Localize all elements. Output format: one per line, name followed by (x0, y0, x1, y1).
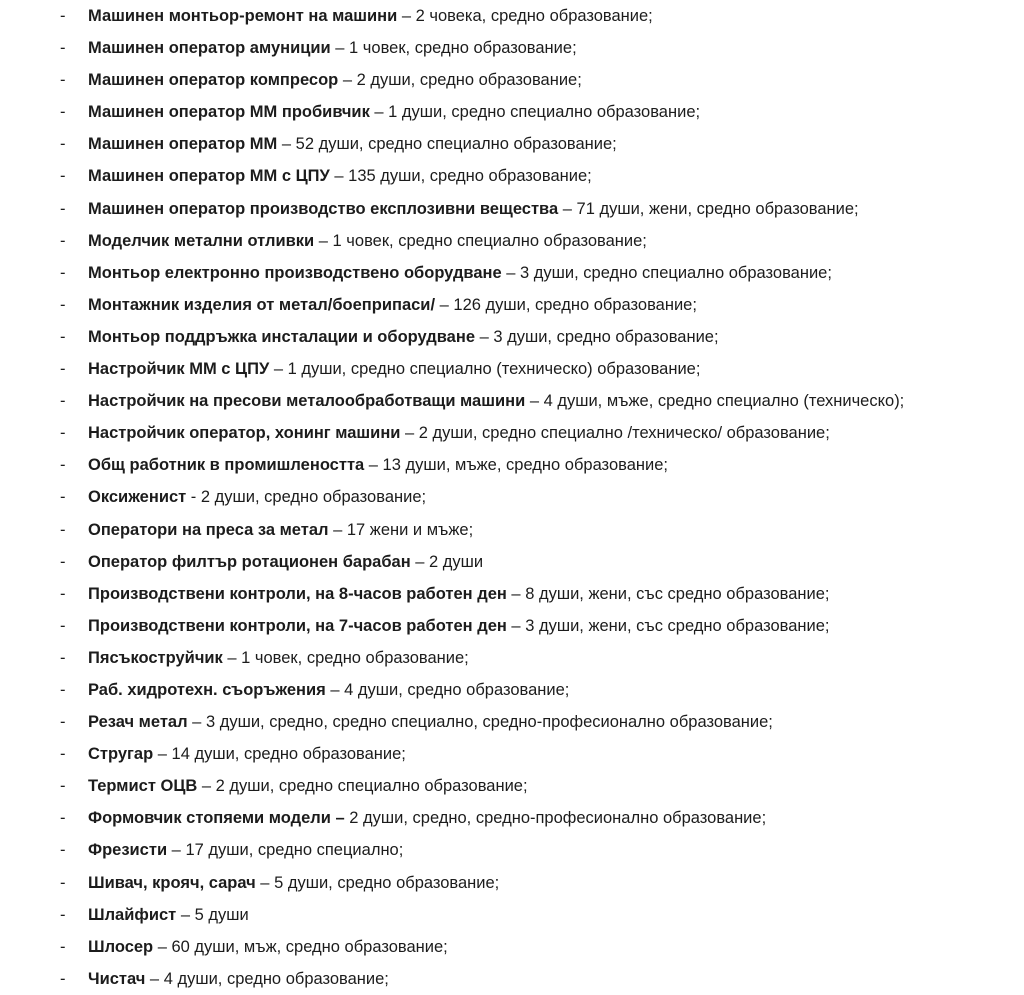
job-detail: – 8 души, жени, със средно образование; (506, 584, 830, 603)
job-title: Раб. хидротехн. съоръжения (88, 680, 326, 699)
list-marker: - (60, 937, 66, 956)
job-title: Стругар (88, 745, 154, 764)
list-item (0, 449, 1024, 481)
list-item (0, 193, 1024, 225)
job-title: Формовчик стопяеми модели – (88, 809, 345, 828)
list-marker: - (60, 841, 66, 860)
job-title: Термист ОЦВ (88, 777, 198, 796)
list-item (0, 96, 1024, 128)
job-title: Чистач (88, 969, 146, 988)
job-detail: – 2 души, средно образование; (338, 71, 582, 90)
list-item (0, 160, 1024, 192)
job-title: Машинен монтьор-ремонт на машини (88, 7, 398, 25)
list-marker: - (60, 71, 66, 90)
job-title: Настройчик ММ с ЦПУ (88, 360, 270, 379)
list-item (0, 514, 1024, 546)
job-detail: – 4 души, средно образование; (145, 969, 389, 988)
job-title: Настройчик на пресови металообработващи машини (88, 392, 526, 411)
job-title: Резач метал (88, 713, 188, 732)
list-marker: - (60, 520, 66, 539)
list-item (0, 642, 1024, 674)
job-detail: – 2 души, средно специално /техническо/ образование; (400, 424, 830, 443)
list-item (0, 353, 1024, 385)
job-detail: – 1 човек, средно образование; (222, 648, 469, 667)
list-item (0, 481, 1024, 513)
job-title: Монтажник изделия от метал/боеприпаси/ (88, 295, 436, 314)
job-detail: – 1 човек, средно образование; (330, 39, 577, 58)
job-detail: – 3 души, средно специално образование; (501, 263, 832, 282)
list-item (0, 674, 1024, 706)
job-detail: – 71 души, жени, средно образование; (558, 199, 859, 218)
job-title: Оператори на преса за метал (88, 520, 329, 539)
job-title: Монтьор електронно производствено оборудване (88, 263, 502, 282)
job-detail: – 1 души, средно специално (техническо) образование; (269, 360, 701, 379)
list-item (0, 385, 1024, 417)
job-title: Шлосер (88, 937, 154, 956)
job-title: Фрезисти (88, 841, 168, 860)
job-title: Производствени контроли, на 7-часов работен ден (88, 616, 507, 635)
job-title: Машинен оператор амуниции (88, 39, 331, 58)
list-marker: - (60, 777, 66, 796)
job-title: Общ работник в промишлеността (88, 456, 365, 475)
job-detail: – 17 жени и мъже; (328, 520, 474, 539)
list-item (0, 899, 1024, 931)
list-marker: - (60, 103, 66, 122)
job-title: Производствени контроли, на 8-часов работен ден (88, 584, 507, 603)
job-title: Машинен оператор ММ (88, 135, 278, 154)
list-marker: - (60, 745, 66, 764)
job-title: Машинен оператор ММ с ЦПУ (88, 167, 330, 186)
job-title: Моделчик метални отливки (88, 231, 315, 250)
job-detail: – 4 души, мъже, средно специално (техническо); (525, 392, 905, 411)
job-detail: – 126 души, средно образование; (435, 295, 697, 314)
list-item (0, 225, 1024, 257)
job-detail: – 5 души, средно образование; (255, 873, 500, 892)
list-item (0, 257, 1024, 289)
list-item (0, 417, 1024, 449)
list-marker: - (60, 231, 66, 250)
list-marker: - (60, 39, 66, 58)
list-marker: - (60, 713, 66, 732)
list-marker: - (60, 584, 66, 603)
list-marker: - (60, 167, 66, 186)
job-detail: – 3 души, средно образование; (475, 327, 719, 346)
job-detail: - 2 души, средно образование; (186, 488, 427, 507)
list-item (0, 802, 1024, 834)
list-item (0, 128, 1024, 160)
job-detail: – 1 човек, средно специално образование; (314, 231, 647, 250)
job-title: Настройчик оператор, хонинг машини (88, 424, 401, 443)
list-marker: - (60, 616, 66, 635)
list-marker: - (60, 905, 66, 924)
list-item (0, 0, 1024, 32)
list-item (0, 738, 1024, 770)
list-marker: - (60, 263, 66, 282)
list-item (0, 963, 1024, 995)
list-item (0, 64, 1024, 96)
list-marker: - (60, 392, 66, 411)
job-title: Машинен оператор компресор (88, 71, 339, 90)
list-marker: - (60, 809, 66, 828)
job-detail: – 4 души, средно образование; (325, 680, 570, 699)
job-detail: – 2 човека, средно образование; (397, 7, 653, 25)
list-item (0, 834, 1024, 866)
list-marker: - (60, 680, 66, 699)
list-marker: - (60, 295, 66, 314)
list-marker: - (60, 456, 66, 475)
list-marker: - (60, 199, 66, 218)
list-marker: - (60, 488, 66, 507)
job-detail: – 17 души, средно специално; (167, 841, 404, 860)
job-title: Шивач, крояч, сарач (88, 873, 256, 892)
list-item (0, 867, 1024, 899)
job-detail: – 60 души, мъж, средно образование; (153, 937, 448, 956)
list-marker: - (60, 873, 66, 892)
job-title: Шлайфист (88, 905, 177, 924)
job-detail: – 13 души, мъже, средно образование; (364, 456, 668, 475)
list-marker: - (60, 552, 66, 571)
list-item (0, 546, 1024, 578)
job-title: Машинен оператор ММ пробивчик (88, 103, 370, 122)
job-detail: – 3 души, средно, средно специално, средно-професионално образование; (187, 713, 773, 732)
job-detail: – 135 души, средно образование; (329, 167, 592, 186)
list-item (0, 931, 1024, 963)
job-detail: 2 души, средно, средно-професионално образование; (344, 809, 767, 828)
job-detail: – 52 души, средно специално образование; (277, 135, 617, 154)
list-item (0, 610, 1024, 642)
job-title: Оператор филтър ротационен барабан (88, 552, 411, 571)
job-detail: – 1 души, средно специално образование; (369, 103, 701, 122)
list-item (0, 770, 1024, 802)
job-detail: – 2 души (410, 552, 484, 571)
list-marker: - (60, 424, 66, 443)
list-item (0, 289, 1024, 321)
job-detail: – 5 души (176, 905, 249, 924)
list-marker: - (60, 969, 66, 988)
job-title: Монтьор поддръжка инсталации и оборудване (88, 327, 475, 346)
list-marker: - (60, 135, 66, 154)
job-detail: – 2 души, средно специално образование; (197, 777, 528, 796)
job-title: Оксиженист (88, 488, 187, 507)
list-item (0, 706, 1024, 738)
job-title: Пясъкоструйчик (88, 648, 223, 667)
job-detail: – 3 души, жени, със средно образование; (506, 616, 830, 635)
job-title: Машинен оператор производство експлозивни вещества (88, 199, 559, 218)
list-marker: - (60, 7, 66, 25)
list-marker: - (60, 360, 66, 379)
list-marker: - (60, 648, 66, 667)
job-detail: – 14 души, средно образование; (153, 745, 406, 764)
list-marker: - (60, 327, 66, 346)
list-item (0, 578, 1024, 610)
list-item (0, 32, 1024, 64)
list-item (0, 321, 1024, 353)
